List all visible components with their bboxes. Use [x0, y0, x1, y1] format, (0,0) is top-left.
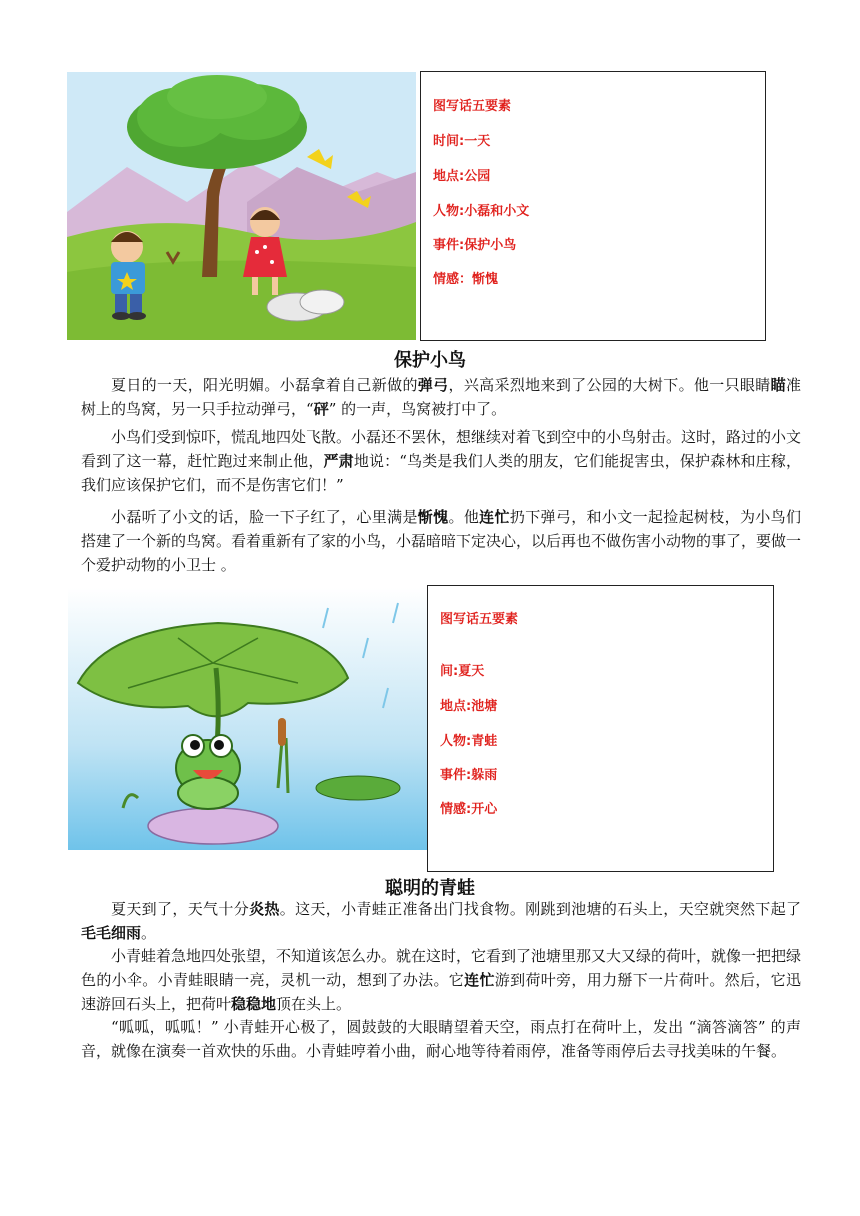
text-run: 夏日的一天，阳光明媚。小磊拿着自己新做的: [111, 376, 418, 394]
story1-paragraph-2: [81, 425, 801, 497]
bold-keyword: 连忙: [464, 971, 495, 989]
story1-paragraph-1: [81, 373, 801, 421]
text-run: 小鸟们受到惊吓，慌乱地四处飞散。小磊还不罢休，想继续对着飞到空中的小鸟射击。这时，路过的小文看到了这一幕，赶忙跑过来制止他，: [81, 428, 802, 470]
story2-paragraph-1: [81, 897, 801, 945]
illustration-park-boy-girl: [67, 72, 416, 340]
story1-title: 保护小鸟: [394, 350, 466, 371]
text-run: 。: [141, 924, 157, 942]
text-run: 准树上的鸟窝，另一只手拉动弹弓，“: [81, 376, 801, 418]
bold-keyword: 连忙: [479, 508, 510, 526]
text-run: 小磊听了小文的话，脸一下子红了，心里满是: [111, 508, 418, 526]
bold-keyword: 弹弓: [417, 376, 449, 394]
bold-keyword: 毛毛细雨: [81, 924, 142, 942]
box2-emotion: 情感:开心: [440, 802, 498, 817]
box2-heading: 图写话五要素: [440, 612, 519, 627]
box1-emotion: 情感：惭愧: [433, 272, 499, 287]
illustration-frog-lotus-leaf: [68, 588, 428, 850]
box2-characters: 人物:青蛙: [440, 734, 498, 749]
box1-event: 事件:保护小鸟: [433, 238, 517, 253]
text-run: 顶在头上。: [276, 995, 352, 1013]
bold-keyword: 惭愧: [417, 508, 449, 526]
text-run: 。他: [448, 508, 480, 526]
text-run: 扔下弹弓，和小文一起捡起树枝，为小鸟们搭建了一个新的鸟窝。看着重新有了家的小鸟，小磊暗暗下定决心，以后再也不做伤害小动物的事了，要做一个爱护动物的小卫士 。: [81, 508, 802, 574]
box2-time: 间:夏天: [440, 664, 485, 679]
box2-event: 事件:躲雨: [440, 768, 498, 783]
story1-paragraph-3: [81, 505, 801, 577]
five-elements-box-2: [427, 585, 774, 872]
text-run: 游到荷叶旁，用力掰下一片荷叶。然后，它迅速游回石头上，把荷叶: [81, 971, 801, 1013]
bold-keyword: 稳稳地: [231, 995, 277, 1013]
text-run: 小青蛙着急地四处张望，不知道该怎么办。就在这时，它看到了池塘里那又大又绿的荷叶，就像一把把绿色的小伞。小青蛙眼睛一亮，灵机一动，想到了办法。它: [81, 947, 802, 989]
box1-time: 时间:一天: [433, 134, 491, 149]
story2-title: 聪明的青蛙: [385, 878, 475, 899]
five-elements-box-1: [420, 71, 766, 341]
bold-keyword: 严肃: [323, 452, 354, 470]
box1-characters: 人物:小磊和小文: [433, 204, 530, 219]
text-run: “呱呱，呱呱！” 小青蛙开心极了，圆鼓鼓的大眼睛望着天空，雨点打在荷叶上，发出 “滴答滴答” 的声音，就像在演奏一首欢快的乐曲。小青蛙哼着小曲，耐心地等待着雨停，准备等雨停后去寻找美味的午餐。: [81, 1018, 801, 1060]
text-run: 夏天到了，天气十分: [111, 900, 250, 918]
box1-heading: 图写话五要素: [433, 99, 512, 114]
bold-keyword: 炎热: [249, 900, 280, 918]
box2-place: 地点:池塘: [440, 699, 498, 714]
box1-place: 地点:公园: [433, 169, 491, 184]
text-run: ” 的一声，鸟窝被打中了。: [328, 400, 507, 418]
story2-paragraph-2: [81, 944, 801, 1016]
text-run: 。这天，小青蛙正准备出门找食物。刚跳到池塘的石头上，天空就突然下起了: [279, 900, 801, 918]
text-run: ，兴高采烈地来到了公园的大树下。他一只眼睛: [448, 376, 771, 394]
bold-keyword: 砰: [313, 400, 329, 418]
bold-keyword: 瞄: [770, 376, 786, 394]
story2-paragraph-3: [81, 1015, 801, 1063]
text-run: 地说：“鸟类是我们人类的朋友，它们能捉害虫，保护森林和庄稼，我们应该保护它们，而不是伤害它们！”: [81, 452, 801, 494]
